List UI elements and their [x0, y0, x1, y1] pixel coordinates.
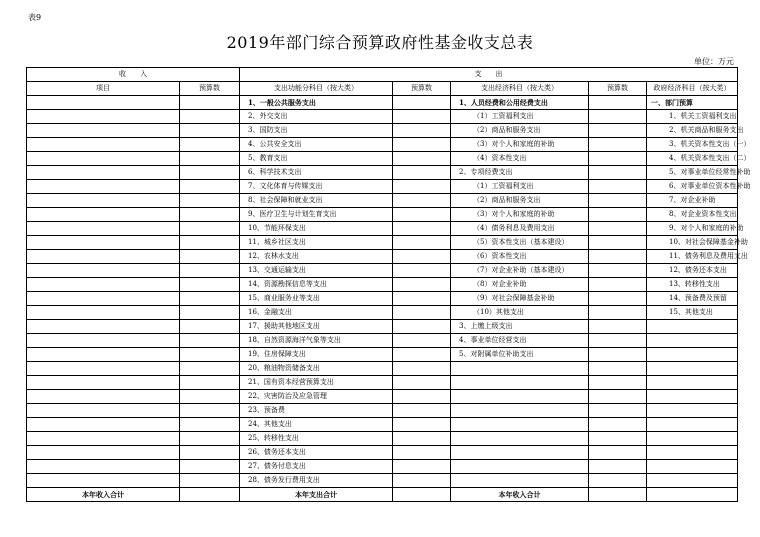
income-budget-cell [180, 362, 240, 376]
econ-item-cell [451, 446, 589, 460]
gov-item-cell: 1、机关工资福利支出 [647, 110, 738, 124]
econ-budget-cell [589, 432, 647, 446]
col-econ-header: 支出经济科目（按大类） [451, 82, 589, 96]
econ-budget-cell [589, 138, 647, 152]
func-budget-cell [393, 460, 451, 474]
func-budget-cell [393, 348, 451, 362]
econ-item-cell: （10）其他支出 [451, 306, 589, 320]
income-budget-cell [180, 306, 240, 320]
income-item-cell [27, 474, 180, 488]
econ-budget-cell [589, 278, 647, 292]
income-budget-cell [180, 404, 240, 418]
econ-budget-cell [589, 306, 647, 320]
func-item-cell: 7、文化体育与传媒支出 [240, 180, 393, 194]
econ-budget-cell [589, 166, 647, 180]
func-item-cell: 10、节能环保支出 [240, 222, 393, 236]
gov-item-cell: 15、其他支出 [647, 306, 738, 320]
func-budget-cell [393, 390, 451, 404]
table-row [27, 180, 738, 194]
table-row [27, 460, 738, 474]
func-item-cell: 4、公共安全支出 [240, 138, 393, 152]
total-value [589, 488, 647, 502]
income-budget-cell [180, 432, 240, 446]
gov-item-cell [647, 418, 738, 432]
econ-item-cell [451, 432, 589, 446]
func-item-cell: 9、医疗卫生与计划生育支出 [240, 208, 393, 222]
income-budget-cell [180, 222, 240, 236]
econ-item-cell: （4）债务利息及费用支出 [451, 222, 589, 236]
func-item-cell: 25、转移性支出 [240, 432, 393, 446]
income-item-cell [27, 208, 180, 222]
income-budget-cell [180, 474, 240, 488]
header-row-2 [27, 82, 738, 96]
table-row [27, 390, 738, 404]
func-budget-cell [393, 264, 451, 278]
func-budget-cell [393, 194, 451, 208]
func-budget-cell [393, 222, 451, 236]
table-number: 表9 [28, 13, 42, 22]
econ-item-cell: （9）对社会保障基金补助 [451, 292, 589, 306]
econ-budget-cell [589, 460, 647, 474]
econ-item-cell: （2）商品和服务支出 [451, 194, 589, 208]
col-gov-header: 政府经济科目（按大类） [647, 82, 738, 96]
econ-budget-cell [589, 348, 647, 362]
gov-item-cell [647, 348, 738, 362]
econ-budget-cell [589, 264, 647, 278]
func-item-cell: 15、商业服务业等支出 [240, 292, 393, 306]
gov-item-cell [647, 362, 738, 376]
func-budget-cell [393, 404, 451, 418]
func-budget-cell [393, 432, 451, 446]
econ-item-cell: （8）对企业补助 [451, 278, 589, 292]
income-item-cell [27, 446, 180, 460]
func-item-cell: 26、债务还本支出 [240, 446, 393, 460]
econ-budget-cell [589, 320, 647, 334]
econ-budget-cell [589, 208, 647, 222]
func-item-cell: 28、债务发行费用支出 [240, 474, 393, 488]
income-budget-cell [180, 334, 240, 348]
econ-item-cell: 1、人员经费和公用经费支出 [451, 96, 589, 110]
func-budget-cell [393, 124, 451, 138]
func-budget-cell [393, 208, 451, 222]
func-item-cell: 13、交通运输支出 [240, 264, 393, 278]
summary-table [26, 67, 751, 502]
income-item-cell [27, 96, 180, 110]
func-item-cell: 8、社会保障和就业支出 [240, 194, 393, 208]
econ-item-cell [451, 418, 589, 432]
income-budget-cell [180, 418, 240, 432]
gov-item-cell: 6、对事业单位资本性补助 [647, 180, 738, 194]
func-item-cell: 20、粮油物资储备支出 [240, 362, 393, 376]
func-budget-cell [393, 152, 451, 166]
func-item-cell: 6、科学技术支出 [240, 166, 393, 180]
func-budget-cell [393, 474, 451, 488]
income-budget-cell [180, 152, 240, 166]
func-budget-cell [393, 306, 451, 320]
table-row [27, 446, 738, 460]
econ-item-cell: （3）对个人和家庭的补助 [451, 138, 589, 152]
econ-budget-cell [589, 236, 647, 250]
econ-budget-cell [589, 222, 647, 236]
econ-budget-cell [589, 474, 647, 488]
econ-budget-cell [589, 376, 647, 390]
func-item-cell: 16、金融支出 [240, 306, 393, 320]
income-header: 收 入 [27, 68, 240, 82]
income-total-label-2: 本年收入合计 [451, 488, 589, 502]
table-row [27, 222, 738, 236]
gov-item-cell [647, 390, 738, 404]
func-item-cell: 17、援助其他地区支出 [240, 320, 393, 334]
func-item-cell: 21、国有资本经营预算支出 [240, 376, 393, 390]
gov-item-cell [647, 446, 738, 460]
econ-item-cell: 3、上缴上级支出 [451, 320, 589, 334]
income-budget-cell [180, 236, 240, 250]
econ-item-cell: （1）工资福利支出 [451, 110, 589, 124]
func-item-cell: 24、其他支出 [240, 418, 393, 432]
income-total-value [180, 488, 240, 502]
income-budget-cell [180, 96, 240, 110]
income-item-cell [27, 460, 180, 474]
income-budget-cell [180, 250, 240, 264]
table-row [27, 376, 738, 390]
income-item-cell [27, 222, 180, 236]
income-item-cell [27, 418, 180, 432]
table-row [27, 362, 738, 376]
income-budget-cell [180, 320, 240, 334]
econ-item-cell [451, 404, 589, 418]
table-row [27, 320, 738, 334]
income-budget-cell [180, 460, 240, 474]
income-budget-cell [180, 124, 240, 138]
econ-item-cell [451, 460, 589, 474]
income-budget-cell [180, 390, 240, 404]
income-item-cell [27, 180, 180, 194]
econ-budget-cell [589, 404, 647, 418]
income-budget-cell [180, 278, 240, 292]
gov-item-cell: 3、机关资本性支出（一） [647, 138, 738, 152]
econ-item-cell [451, 362, 589, 376]
income-budget-cell [180, 110, 240, 124]
func-item-cell: 3、国防支出 [240, 124, 393, 138]
income-item-cell [27, 236, 180, 250]
gov-item-cell: 11、债务利息及费用支出 [647, 250, 738, 264]
col-budget-header: 预算数 [180, 82, 240, 96]
econ-item-cell [451, 474, 589, 488]
econ-budget-cell [589, 362, 647, 376]
expense-total-value [393, 488, 451, 502]
econ-budget-cell [589, 334, 647, 348]
income-item-cell [27, 124, 180, 138]
income-item-cell [27, 278, 180, 292]
table-row [27, 306, 738, 320]
econ-budget-cell [589, 418, 647, 432]
table-row [27, 124, 738, 138]
func-budget-cell [393, 138, 451, 152]
func-budget-cell [393, 418, 451, 432]
econ-budget-cell [589, 390, 647, 404]
table-row [27, 110, 738, 124]
gov-item-cell: 4、机关资本性支出（二） [647, 152, 738, 166]
income-budget-cell [180, 166, 240, 180]
income-item-cell [27, 138, 180, 152]
income-item-cell [27, 250, 180, 264]
income-budget-cell [180, 264, 240, 278]
gov-item-cell: 2、机关商品和服务支出 [647, 124, 738, 138]
func-budget-cell [393, 334, 451, 348]
econ-item-cell: （5）资本性支出（基本建设） [451, 236, 589, 250]
func-item-cell: 1、一般公共服务支出 [240, 96, 393, 110]
econ-item-cell: （2）商品和服务支出 [451, 124, 589, 138]
gov-item-cell: 10、对社会保障基金补助 [647, 236, 738, 250]
gov-item-cell: 8、对企业资本性支出 [647, 208, 738, 222]
func-item-cell: 14、资源勘探信息等支出 [240, 278, 393, 292]
income-item-cell [27, 432, 180, 446]
page-title: 2019年部门综合预算政府性基金收支总表 [226, 33, 534, 52]
table-row [27, 138, 738, 152]
gov-item-cell [647, 334, 738, 348]
table-row [27, 404, 738, 418]
income-item-cell [27, 334, 180, 348]
table-row [27, 334, 738, 348]
income-item-cell [27, 166, 180, 180]
income-item-cell [27, 110, 180, 124]
income-item-cell [27, 390, 180, 404]
func-budget-cell [393, 166, 451, 180]
econ-budget-cell [589, 250, 647, 264]
econ-item-cell: 5、对附属单位补助支出 [451, 348, 589, 362]
income-total-label: 本年收入合计 [27, 488, 180, 502]
table-row [27, 432, 738, 446]
col-budget-header: 预算数 [589, 82, 647, 96]
income-budget-cell [180, 194, 240, 208]
econ-item-cell [451, 390, 589, 404]
gov-item-cell: 13、转移性支出 [647, 278, 738, 292]
header-row-1 [27, 68, 738, 82]
func-budget-cell [393, 376, 451, 390]
col-budget-header: 预算数 [393, 82, 451, 96]
func-item-cell: 5、教育支出 [240, 152, 393, 166]
func-item-cell: 27、债务付息支出 [240, 460, 393, 474]
income-item-cell [27, 264, 180, 278]
econ-item-cell: （1）工资福利支出 [451, 180, 589, 194]
table-row [27, 250, 738, 264]
func-budget-cell [393, 292, 451, 306]
income-budget-cell [180, 446, 240, 460]
econ-item-cell: 2、专项经费支出 [451, 166, 589, 180]
table-row [27, 348, 738, 362]
table-row [27, 474, 738, 488]
econ-budget-cell [589, 124, 647, 138]
func-item-cell: 19、住房保障支出 [240, 348, 393, 362]
func-item-cell: 12、农林水支出 [240, 250, 393, 264]
econ-budget-cell [589, 180, 647, 194]
econ-item-cell: 4、事业单位经营支出 [451, 334, 589, 348]
gov-item-cell [647, 376, 738, 390]
income-item-cell [27, 362, 180, 376]
table-row [27, 236, 738, 250]
expense-header: 支 出 [240, 68, 738, 82]
econ-item-cell: （7）对企业补助（基本建设） [451, 264, 589, 278]
unit-label: 单位：万元 [694, 57, 734, 66]
table-row [27, 194, 738, 208]
func-budget-cell [393, 180, 451, 194]
func-budget-cell [393, 278, 451, 292]
table-row [27, 292, 738, 306]
econ-budget-cell [589, 152, 647, 166]
econ-budget-cell [589, 96, 647, 110]
income-item-cell [27, 152, 180, 166]
func-item-cell: 2、外交支出 [240, 110, 393, 124]
econ-item-cell: （4）资本性支出 [451, 152, 589, 166]
gov-item-cell: 14、预备费及预留 [647, 292, 738, 306]
table-row [27, 208, 738, 222]
income-budget-cell [180, 376, 240, 390]
gov-item-cell: 12、债务还本支出 [647, 264, 738, 278]
gov-item-cell: 9、对个人和家庭的补助 [647, 222, 738, 236]
func-budget-cell [393, 320, 451, 334]
gov-item-cell [647, 432, 738, 446]
gov-item-cell [647, 460, 738, 474]
table-row [27, 264, 738, 278]
gov-item-cell [647, 474, 738, 488]
col-func-header: 支出功能分科目（按大类） [240, 82, 393, 96]
gov-item-cell [647, 404, 738, 418]
func-budget-cell [393, 250, 451, 264]
income-item-cell [27, 376, 180, 390]
func-budget-cell [393, 110, 451, 124]
income-budget-cell [180, 292, 240, 306]
func-budget-cell [393, 96, 451, 110]
total-value [647, 488, 738, 502]
func-item-cell: 22、灾害防治及应急管理 [240, 390, 393, 404]
table-row [27, 418, 738, 432]
econ-item-cell: （3）对个人和家庭的补助 [451, 208, 589, 222]
table-row [27, 152, 738, 166]
econ-budget-cell [589, 292, 647, 306]
income-item-cell [27, 306, 180, 320]
func-budget-cell [393, 446, 451, 460]
table-row [27, 96, 738, 110]
func-item-cell: 23、预备费 [240, 404, 393, 418]
econ-budget-cell [589, 194, 647, 208]
income-item-cell [27, 348, 180, 362]
income-item-cell [27, 320, 180, 334]
table-body [27, 96, 751, 488]
col-item-header: 项目 [27, 82, 180, 96]
income-item-cell [27, 194, 180, 208]
income-item-cell [27, 292, 180, 306]
func-item-cell: 11、城乡社区支出 [240, 236, 393, 250]
econ-budget-cell [589, 446, 647, 460]
total-row [27, 488, 738, 502]
table-row [27, 278, 738, 292]
gov-item-cell: 5、对事业单位经常性补助 [647, 166, 738, 180]
gov-item-cell: 7、对企业补助 [647, 194, 738, 208]
income-budget-cell [180, 208, 240, 222]
income-budget-cell [180, 348, 240, 362]
table-row [27, 166, 738, 180]
income-budget-cell [180, 180, 240, 194]
econ-item-cell: （6）资本性支出 [451, 250, 589, 264]
gov-item-cell: 一、部门预算 [647, 96, 738, 110]
gov-item-cell [647, 320, 738, 334]
func-item-cell: 18、自然资源海洋气象等支出 [240, 334, 393, 348]
income-item-cell [27, 404, 180, 418]
econ-budget-cell [589, 110, 647, 124]
income-budget-cell [180, 138, 240, 152]
func-budget-cell [393, 236, 451, 250]
econ-item-cell [451, 376, 589, 390]
expense-total-label: 本年支出合计 [240, 488, 393, 502]
func-budget-cell [393, 362, 451, 376]
